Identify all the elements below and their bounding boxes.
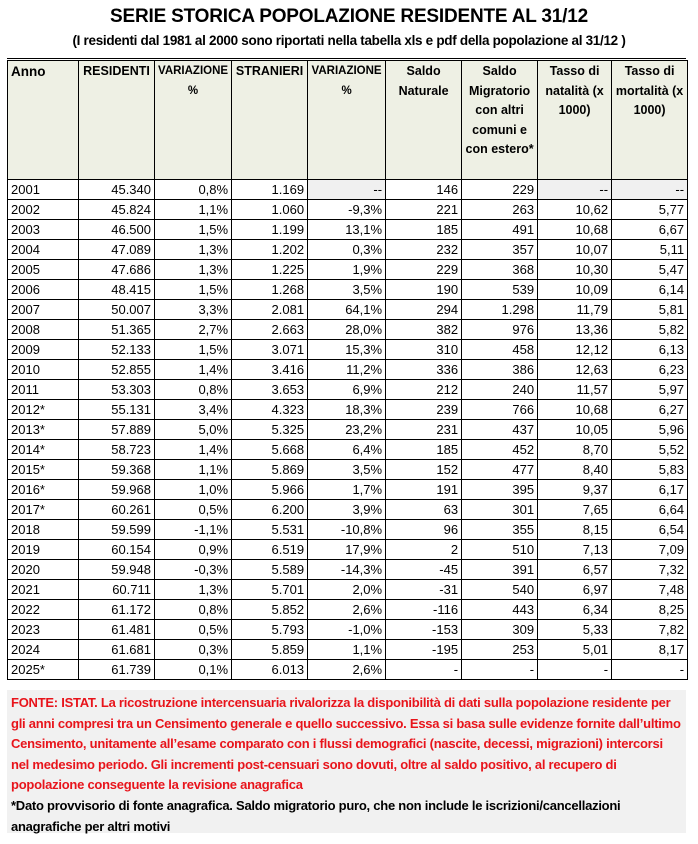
cell-residenti: 59.968 (79, 480, 155, 500)
provisional-footnote: *Dato provvisorio di fonte anagrafica. Saldo migratorio puro, che non include le iscrizioni/cancellazioni anagrafiche per altri motivi (11, 797, 621, 834)
column-header-tasso-mortalita: Tasso di mortalità (x 1000) (612, 61, 688, 180)
cell-tasso-mortalita: 5,47 (612, 260, 688, 280)
cell-variazione-residenti: 0,9% (155, 540, 232, 560)
table-row (8, 420, 688, 440)
table-row (8, 540, 688, 560)
cell-variazione-stranieri: 11,2% (308, 360, 386, 380)
cell-stranieri: 1.202 (232, 240, 308, 260)
cell-tasso-natalita: 6,97 (538, 580, 612, 600)
cell-tasso-natalita: 7,13 (538, 540, 612, 560)
cell-variazione-residenti: 5,0% (155, 420, 232, 440)
cell-tasso-mortalita: 5,11 (612, 240, 688, 260)
cell-tasso-mortalita: 8,25 (612, 600, 688, 620)
cell-tasso-mortalita: 7,09 (612, 540, 688, 560)
cell-variazione-residenti: 0,3% (155, 640, 232, 660)
cell-variazione-residenti: 2,7% (155, 320, 232, 340)
cell-tasso-mortalita: 7,82 (612, 620, 688, 640)
cell-saldo-migratorio: 540 (462, 580, 538, 600)
table-row (8, 360, 688, 380)
cell-tasso-mortalita: 5,77 (612, 200, 688, 220)
cell-saldo-migratorio: 437 (462, 420, 538, 440)
cell-stranieri: 5.668 (232, 440, 308, 460)
cell-anno: 2008 (8, 320, 79, 340)
cell-tasso-natalita: 10,68 (538, 220, 612, 240)
cell-tasso-mortalita: 6,64 (612, 500, 688, 520)
cell-variazione-residenti: 1,3% (155, 580, 232, 600)
cell-tasso-natalita: 6,57 (538, 560, 612, 580)
cell-residenti: 51.365 (79, 320, 155, 340)
table-row (8, 200, 688, 220)
cell-anno: 2025* (8, 660, 79, 680)
cell-variazione-stranieri: 2,6% (308, 660, 386, 680)
cell-saldo-naturale: 2 (386, 540, 462, 560)
cell-anno: 2015* (8, 460, 79, 480)
cell-variazione-stranieri: 2,0% (308, 580, 386, 600)
cell-stranieri: 5.589 (232, 560, 308, 580)
table-row (8, 180, 688, 200)
cell-saldo-naturale: 221 (386, 200, 462, 220)
cell-tasso-mortalita: 5,96 (612, 420, 688, 440)
cell-anno: 2018 (8, 520, 79, 540)
cell-variazione-residenti: 1,3% (155, 260, 232, 280)
cell-tasso-mortalita: 6,14 (612, 280, 688, 300)
table-row (8, 320, 688, 340)
cell-tasso-natalita: - (538, 660, 612, 680)
table-row (8, 220, 688, 240)
cell-residenti: 59.948 (79, 560, 155, 580)
cell-tasso-natalita: 10,30 (538, 260, 612, 280)
column-header-anno: Anno (8, 61, 79, 180)
cell-stranieri: 6.013 (232, 660, 308, 680)
cell-saldo-naturale: 239 (386, 400, 462, 420)
cell-anno: 2006 (8, 280, 79, 300)
cell-stranieri: 5.966 (232, 480, 308, 500)
cell-variazione-residenti: 1,5% (155, 280, 232, 300)
cell-tasso-natalita: 11,57 (538, 380, 612, 400)
cell-stranieri: 2.663 (232, 320, 308, 340)
cell-saldo-migratorio: 355 (462, 520, 538, 540)
table-row (8, 400, 688, 420)
cell-saldo-naturale: -153 (386, 620, 462, 640)
cell-saldo-naturale: 231 (386, 420, 462, 440)
cell-anno: 2003 (8, 220, 79, 240)
cell-stranieri: 6.200 (232, 500, 308, 520)
cell-anno: 2004 (8, 240, 79, 260)
cell-saldo-naturale: 63 (386, 500, 462, 520)
cell-saldo-naturale: 336 (386, 360, 462, 380)
cell-residenti: 61.481 (79, 620, 155, 640)
cell-saldo-migratorio: 368 (462, 260, 538, 280)
cell-variazione-residenti: 1,4% (155, 360, 232, 380)
cell-saldo-naturale: 294 (386, 300, 462, 320)
cell-variazione-residenti: 0,5% (155, 620, 232, 640)
cell-saldo-naturale: -45 (386, 560, 462, 580)
cell-variazione-residenti: 1,1% (155, 200, 232, 220)
cell-anno: 2011 (8, 380, 79, 400)
table-row (8, 600, 688, 620)
cell-saldo-migratorio: 357 (462, 240, 538, 260)
cell-tasso-natalita: 5,33 (538, 620, 612, 640)
column-header-residenti: RESIDENTI (79, 61, 155, 180)
table-row (8, 660, 688, 680)
cell-saldo-migratorio: 391 (462, 560, 538, 580)
cell-variazione-residenti: 1,3% (155, 240, 232, 260)
cell-variazione-stranieri: 28,0% (308, 320, 386, 340)
cell-tasso-natalita: 10,62 (538, 200, 612, 220)
cell-residenti: 61.172 (79, 600, 155, 620)
cell-saldo-naturale: -116 (386, 600, 462, 620)
cell-anno: 2010 (8, 360, 79, 380)
table-row (8, 300, 688, 320)
cell-variazione-stranieri: 1,9% (308, 260, 386, 280)
cell-tasso-mortalita: 6,27 (612, 400, 688, 420)
cell-residenti: 50.007 (79, 300, 155, 320)
cell-tasso-natalita: 11,79 (538, 300, 612, 320)
cell-residenti: 58.723 (79, 440, 155, 460)
cell-variazione-stranieri: 3,5% (308, 460, 386, 480)
table-row (8, 380, 688, 400)
cell-saldo-migratorio: 1.298 (462, 300, 538, 320)
cell-variazione-residenti: 1,1% (155, 460, 232, 480)
cell-stranieri: 1.199 (232, 220, 308, 240)
cell-stranieri: 1.268 (232, 280, 308, 300)
cell-saldo-naturale: -31 (386, 580, 462, 600)
cell-residenti: 47.686 (79, 260, 155, 280)
cell-variazione-residenti: 0,1% (155, 660, 232, 680)
cell-tasso-natalita: -- (538, 180, 612, 200)
cell-saldo-migratorio: 301 (462, 500, 538, 520)
cell-stranieri: 5.531 (232, 520, 308, 540)
cell-residenti: 48.415 (79, 280, 155, 300)
cell-residenti: 47.089 (79, 240, 155, 260)
cell-variazione-residenti: 3,3% (155, 300, 232, 320)
cell-stranieri: 5.701 (232, 580, 308, 600)
cell-stranieri: 5.869 (232, 460, 308, 480)
cell-variazione-residenti: -0,3% (155, 560, 232, 580)
source-note: FONTE: ISTAT. La ricostruzione intercensuaria rivalorizza la disponibilità di dati sulla popolazione residente per gli anni compresi tra un Censimento generale e quello successivo. Essa si basa sulle evidenze fornite dall’ultimo Censimento, unitamente all’esame comparato con i flussi demografici (nascite, decessi, migrazioni) intercorsi nel medesimo periodo. Gli incrementi post-censuari sono dovuti, oltre al saldo positivo, al recupero di popolazione conseguente la revisione anagrafica (11, 695, 681, 793)
table-row (8, 520, 688, 540)
cell-saldo-migratorio: 458 (462, 340, 538, 360)
cell-variazione-residenti: 0,8% (155, 600, 232, 620)
cell-tasso-mortalita: 5,83 (612, 460, 688, 480)
cell-anno: 2007 (8, 300, 79, 320)
column-header-saldo-naturale: Saldo Naturale (386, 61, 462, 180)
cell-tasso-mortalita: 6,54 (612, 520, 688, 540)
column-header-stranieri: STRANIERI (232, 61, 308, 180)
cell-anno: 2014* (8, 440, 79, 460)
cell-saldo-naturale: 146 (386, 180, 462, 200)
cell-residenti: 52.855 (79, 360, 155, 380)
cell-tasso-mortalita: 6,13 (612, 340, 688, 360)
cell-saldo-naturale: 382 (386, 320, 462, 340)
table-row (8, 340, 688, 360)
cell-anno: 2002 (8, 200, 79, 220)
cell-saldo-migratorio: 386 (462, 360, 538, 380)
cell-anno: 2001 (8, 180, 79, 200)
cell-variazione-stranieri: 3,9% (308, 500, 386, 520)
cell-stranieri: 3.071 (232, 340, 308, 360)
cell-anno: 2022 (8, 600, 79, 620)
cell-stranieri: 5.793 (232, 620, 308, 640)
cell-variazione-stranieri: 6,4% (308, 440, 386, 460)
cell-variazione-residenti: 1,5% (155, 340, 232, 360)
cell-saldo-naturale: 229 (386, 260, 462, 280)
table-row (8, 500, 688, 520)
cell-saldo-migratorio: 452 (462, 440, 538, 460)
cell-stranieri: 5.852 (232, 600, 308, 620)
column-header-tasso-natalita: Tasso di natalità (x 1000) (538, 61, 612, 180)
cell-tasso-mortalita: 6,23 (612, 360, 688, 380)
cell-residenti: 45.340 (79, 180, 155, 200)
cell-residenti: 61.681 (79, 640, 155, 660)
cell-saldo-migratorio: 263 (462, 200, 538, 220)
cell-variazione-stranieri: 15,3% (308, 340, 386, 360)
cell-tasso-mortalita: 7,48 (612, 580, 688, 600)
cell-tasso-natalita: 10,09 (538, 280, 612, 300)
cell-anno: 2024 (8, 640, 79, 660)
cell-stranieri: 4.323 (232, 400, 308, 420)
notes-box (7, 690, 686, 833)
cell-variazione-residenti: 0,8% (155, 380, 232, 400)
table-row (8, 620, 688, 640)
cell-saldo-migratorio: 976 (462, 320, 538, 340)
cell-tasso-natalita: 7,65 (538, 500, 612, 520)
cell-variazione-stranieri: 2,6% (308, 600, 386, 620)
cell-variazione-residenti: 1,4% (155, 440, 232, 460)
table-row (8, 460, 688, 480)
cell-saldo-migratorio: 309 (462, 620, 538, 640)
table-row (8, 280, 688, 300)
cell-tasso-natalita: 9,37 (538, 480, 612, 500)
cell-saldo-naturale: 191 (386, 480, 462, 500)
cell-saldo-migratorio: 395 (462, 480, 538, 500)
column-header-variazione-residenti: VARIAZIONE % (155, 61, 232, 180)
cell-saldo-migratorio: 443 (462, 600, 538, 620)
table-header-row (8, 61, 688, 180)
cell-stranieri: 6.519 (232, 540, 308, 560)
cell-variazione-stranieri: 13,1% (308, 220, 386, 240)
cell-tasso-natalita: 5,01 (538, 640, 612, 660)
population-table (7, 60, 688, 680)
cell-variazione-stranieri: 1,1% (308, 640, 386, 660)
table-body (8, 180, 688, 680)
cell-saldo-migratorio: 240 (462, 380, 538, 400)
cell-stranieri: 5.859 (232, 640, 308, 660)
cell-saldo-migratorio: 766 (462, 400, 538, 420)
cell-saldo-migratorio: 229 (462, 180, 538, 200)
cell-variazione-stranieri: 0,3% (308, 240, 386, 260)
cell-variazione-residenti: 0,5% (155, 500, 232, 520)
cell-saldo-naturale: - (386, 660, 462, 680)
cell-stranieri: 1.169 (232, 180, 308, 200)
cell-tasso-mortalita: 5,52 (612, 440, 688, 460)
cell-tasso-natalita: 8,70 (538, 440, 612, 460)
cell-tasso-natalita: 10,05 (538, 420, 612, 440)
cell-residenti: 46.500 (79, 220, 155, 240)
cell-saldo-migratorio: - (462, 660, 538, 680)
cell-tasso-mortalita: 5,97 (612, 380, 688, 400)
cell-residenti: 57.889 (79, 420, 155, 440)
cell-saldo-migratorio: 477 (462, 460, 538, 480)
cell-tasso-natalita: 8,40 (538, 460, 612, 480)
cell-residenti: 52.133 (79, 340, 155, 360)
cell-residenti: 59.599 (79, 520, 155, 540)
cell-anno: 2023 (8, 620, 79, 640)
cell-anno: 2017* (8, 500, 79, 520)
cell-tasso-natalita: 13,36 (538, 320, 612, 340)
cell-anno: 2013* (8, 420, 79, 440)
cell-variazione-residenti: 1,0% (155, 480, 232, 500)
cell-saldo-naturale: 96 (386, 520, 462, 540)
column-header-saldo-migratorio: Saldo Migratorio con altri comuni e con estero* (462, 61, 538, 180)
cell-saldo-migratorio: 491 (462, 220, 538, 240)
cell-variazione-stranieri: 1,7% (308, 480, 386, 500)
table-row (8, 260, 688, 280)
cell-residenti: 53.303 (79, 380, 155, 400)
cell-anno: 2019 (8, 540, 79, 560)
cell-variazione-stranieri: 3,5% (308, 280, 386, 300)
cell-stranieri: 1.060 (232, 200, 308, 220)
cell-anno: 2012* (8, 400, 79, 420)
cell-anno: 2009 (8, 340, 79, 360)
cell-residenti: 59.368 (79, 460, 155, 480)
page-subtitle: (I residenti dal 1981 al 2000 sono riportati nella tabella xls e pdf della popolazione al 31/12 ) (72, 33, 626, 48)
cell-tasso-natalita: 12,63 (538, 360, 612, 380)
cell-saldo-migratorio: 253 (462, 640, 538, 660)
cell-tasso-natalita: 10,07 (538, 240, 612, 260)
cell-variazione-stranieri: -14,3% (308, 560, 386, 580)
cell-residenti: 60.154 (79, 540, 155, 560)
cell-variazione-stranieri: -- (308, 180, 386, 200)
cell-residenti: 55.131 (79, 400, 155, 420)
cell-stranieri: 1.225 (232, 260, 308, 280)
cell-stranieri: 5.325 (232, 420, 308, 440)
cell-tasso-mortalita: 5,81 (612, 300, 688, 320)
cell-saldo-naturale: 212 (386, 380, 462, 400)
cell-residenti: 45.824 (79, 200, 155, 220)
cell-variazione-stranieri: -9,3% (308, 200, 386, 220)
cell-residenti: 60.711 (79, 580, 155, 600)
cell-tasso-mortalita: 6,17 (612, 480, 688, 500)
cell-saldo-naturale: 152 (386, 460, 462, 480)
cell-tasso-mortalita: 7,32 (612, 560, 688, 580)
cell-saldo-naturale: 185 (386, 220, 462, 240)
cell-anno: 2016* (8, 480, 79, 500)
cell-variazione-residenti: 0,8% (155, 180, 232, 200)
page-title: SERIE STORICA POPOLAZIONE RESIDENTE AL 31/12 (110, 6, 588, 27)
cell-residenti: 60.261 (79, 500, 155, 520)
cell-variazione-stranieri: 18,3% (308, 400, 386, 420)
cell-tasso-mortalita: - (612, 660, 688, 680)
cell-variazione-stranieri: 17,9% (308, 540, 386, 560)
cell-tasso-natalita: 10,68 (538, 400, 612, 420)
cell-stranieri: 2.081 (232, 300, 308, 320)
table-row (8, 240, 688, 260)
cell-saldo-naturale: 185 (386, 440, 462, 460)
cell-tasso-natalita: 12,12 (538, 340, 612, 360)
cell-stranieri: 3.653 (232, 380, 308, 400)
cell-saldo-migratorio: 539 (462, 280, 538, 300)
cell-variazione-stranieri: 64,1% (308, 300, 386, 320)
title-divider (7, 58, 686, 59)
cell-tasso-natalita: 6,34 (538, 600, 612, 620)
cell-saldo-migratorio: 510 (462, 540, 538, 560)
table-row (8, 580, 688, 600)
cell-tasso-mortalita: -- (612, 180, 688, 200)
cell-anno: 2005 (8, 260, 79, 280)
cell-tasso-natalita: 8,15 (538, 520, 612, 540)
cell-variazione-stranieri: -10,8% (308, 520, 386, 540)
cell-variazione-residenti: 1,5% (155, 220, 232, 240)
cell-saldo-naturale: 190 (386, 280, 462, 300)
cell-variazione-stranieri: 6,9% (308, 380, 386, 400)
cell-tasso-mortalita: 6,67 (612, 220, 688, 240)
cell-variazione-residenti: -1,1% (155, 520, 232, 540)
table-row (8, 480, 688, 500)
cell-variazione-stranieri: -1,0% (308, 620, 386, 640)
table-row (8, 640, 688, 660)
cell-tasso-mortalita: 8,17 (612, 640, 688, 660)
table-row (8, 560, 688, 580)
column-header-variazione-stranieri: VARIAZIONE % (308, 61, 386, 180)
cell-saldo-naturale: 310 (386, 340, 462, 360)
cell-tasso-mortalita: 5,82 (612, 320, 688, 340)
table-row (8, 440, 688, 460)
cell-anno: 2020 (8, 560, 79, 580)
cell-anno: 2021 (8, 580, 79, 600)
cell-variazione-residenti: 3,4% (155, 400, 232, 420)
cell-saldo-naturale: -195 (386, 640, 462, 660)
cell-stranieri: 3.416 (232, 360, 308, 380)
cell-variazione-stranieri: 23,2% (308, 420, 386, 440)
cell-residenti: 61.739 (79, 660, 155, 680)
cell-saldo-naturale: 232 (386, 240, 462, 260)
